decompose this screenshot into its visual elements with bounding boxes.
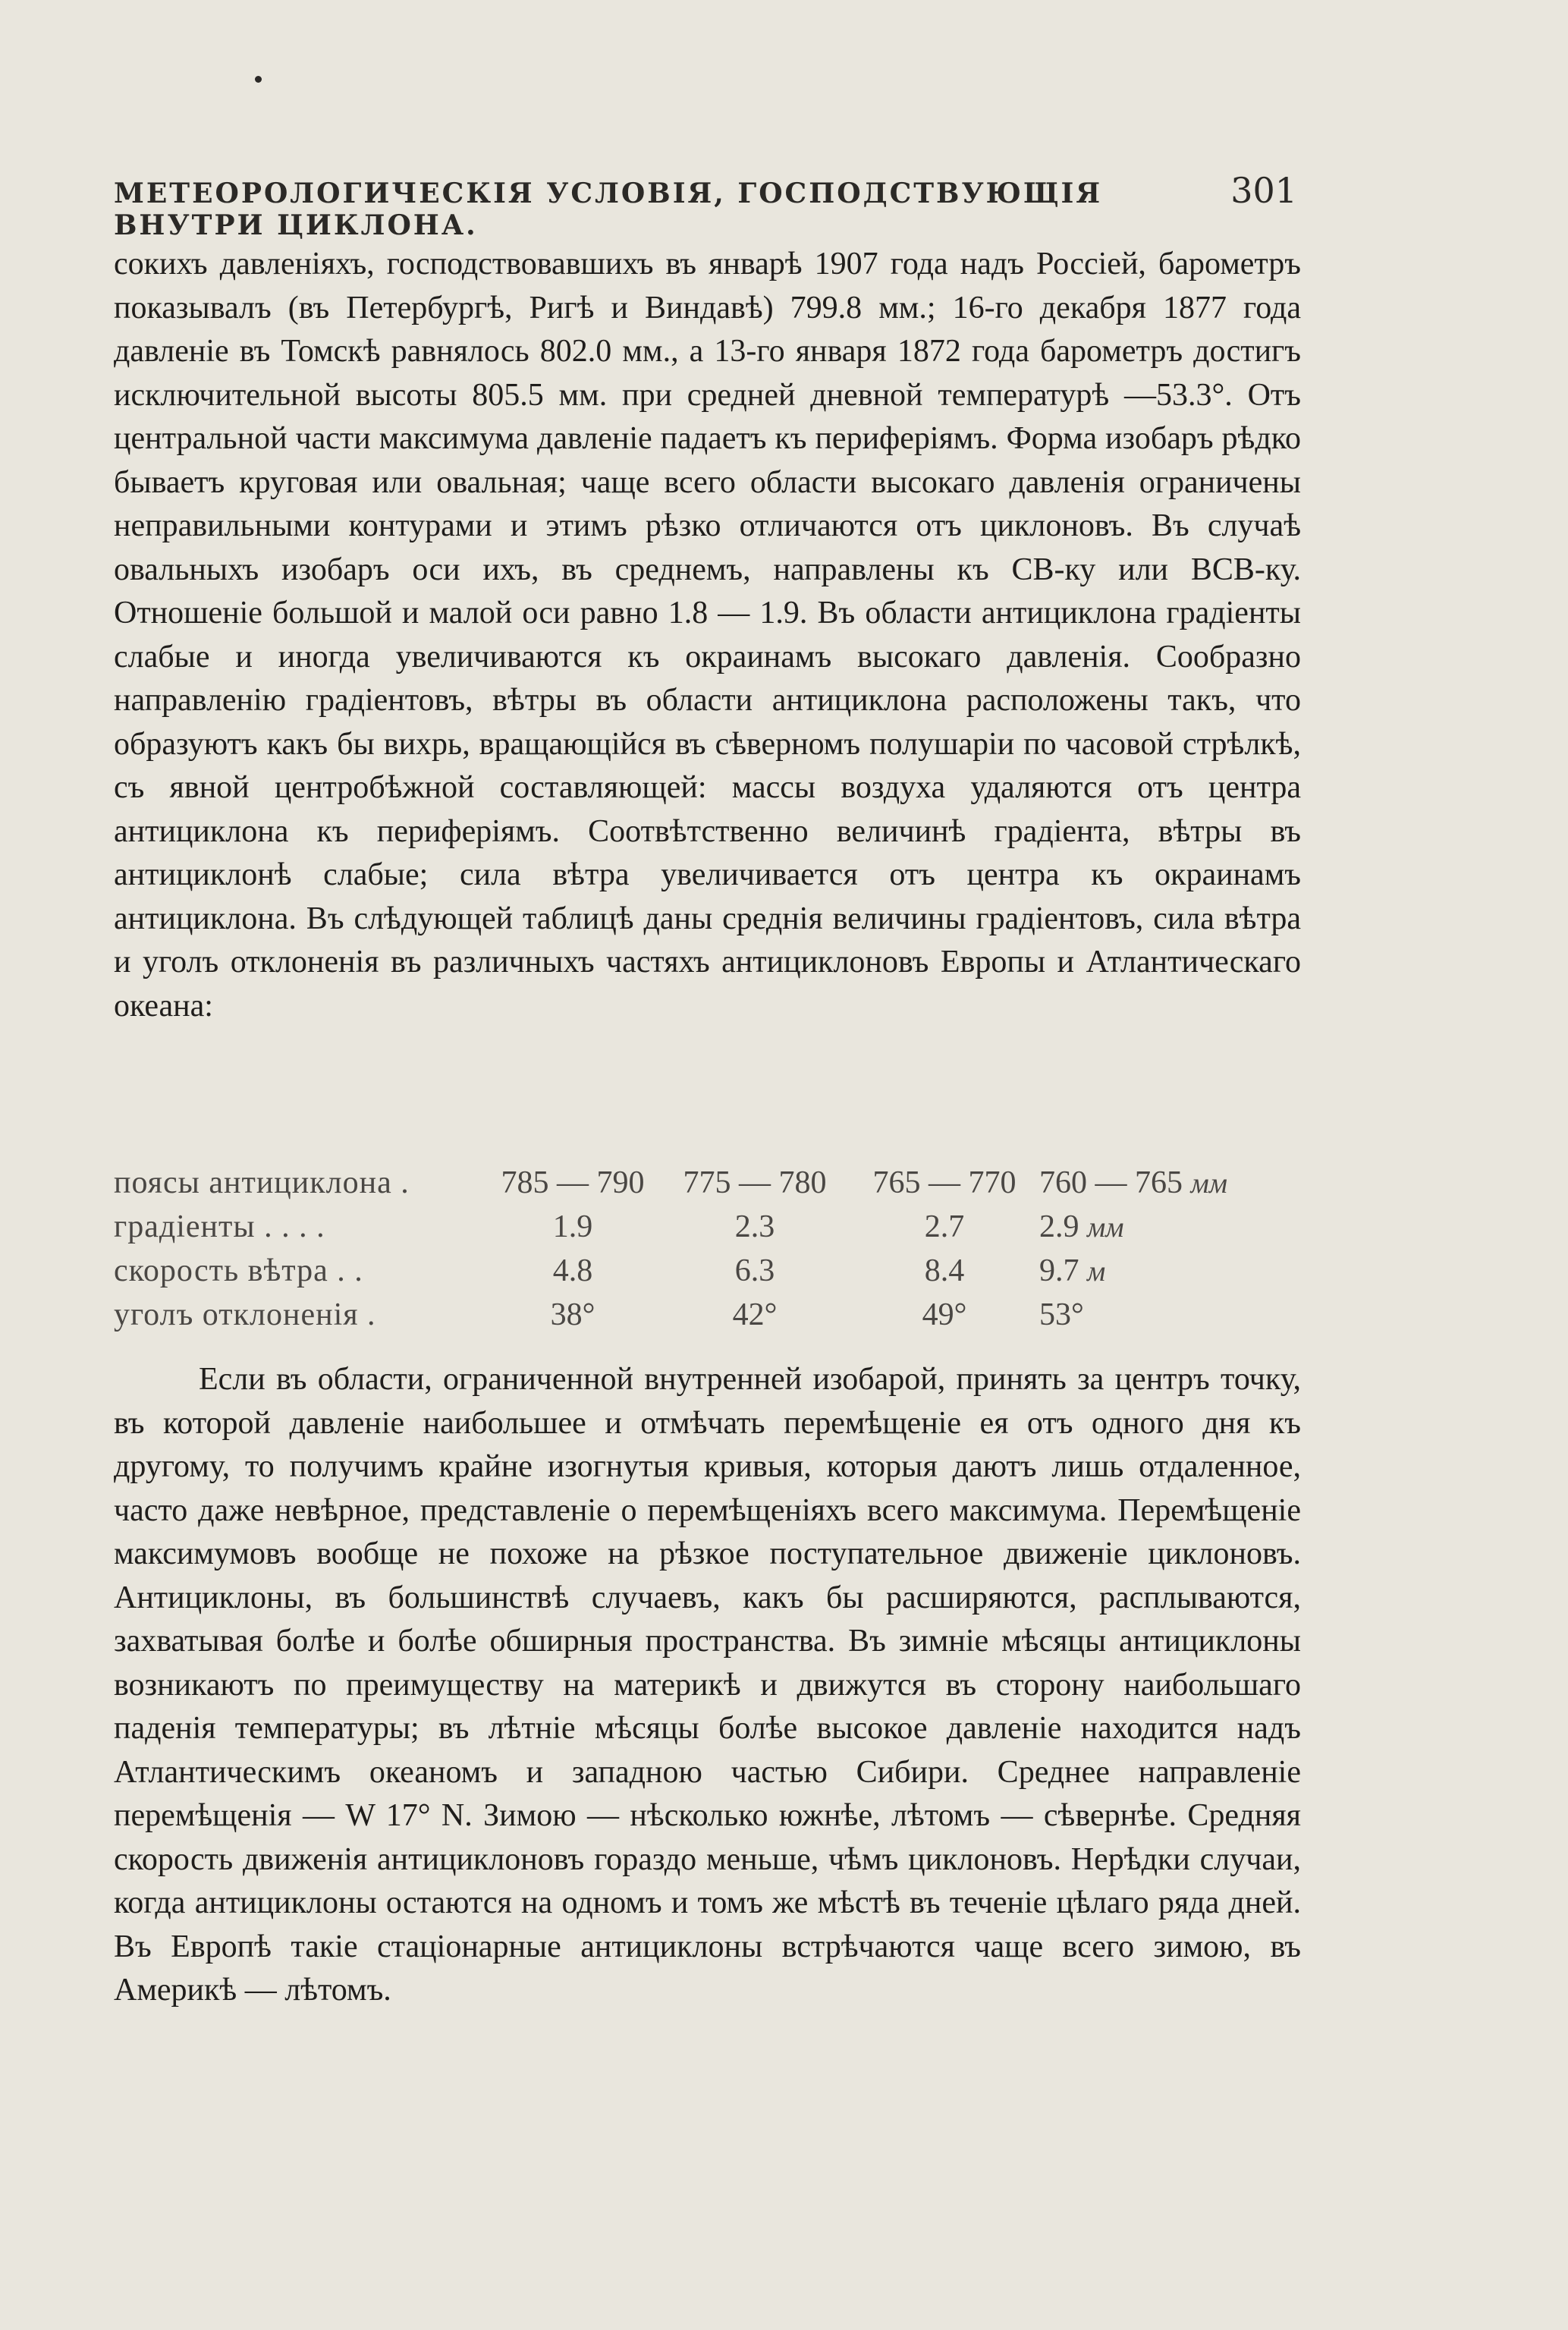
page-header — [114, 170, 1297, 241]
row-label: поясы антициклона . — [114, 1165, 410, 1200]
table-cell: 49° — [922, 1297, 967, 1332]
table-cell: 53° — [1039, 1297, 1084, 1332]
unit: мм — [1087, 1212, 1124, 1244]
page-number: 301 — [1230, 170, 1297, 211]
table-cell: 4.8 — [552, 1253, 593, 1288]
table-cell: 2.7 — [924, 1209, 965, 1244]
running-title: МЕТЕОРОЛОГИЧЕСКІЯ УСЛОВІЯ, ГОСПОДСТВУЮЩІЯ ВНУТРИ ЦИКЛОНА. — [114, 178, 1103, 241]
unit: мм — [1190, 1168, 1228, 1200]
table-cell: 42° — [732, 1297, 778, 1332]
table-row — [114, 1253, 1297, 1297]
table-cell: 775 — 780 — [683, 1165, 827, 1200]
row-label: уголъ отклоненія . — [114, 1297, 376, 1332]
table-row — [114, 1297, 1297, 1341]
table-cell: 2.3 — [734, 1209, 775, 1244]
ink-dot — [255, 76, 262, 83]
paragraph-1: сокихъ давленіяхъ, господствовавшихъ въ январѣ 1907 года надъ Россіей, барометръ показывалъ (въ Петербургѣ, Ригѣ и Виндавѣ) 799.8 мм.; 16-го декабря 1877 года давленіе въ Томскѣ равнялось 802.0 мм., а 13-го января 1872 года барометръ достигъ исключительной высоты 805.5 мм. при средней дневной температурѣ —53.3°. Отъ центральной части максимума давленіе падаетъ къ периферіямъ. Форма изобаръ рѣдко бываетъ круговая или овальная; чаще всего области высокаго давленія ограничены неправильными контурами и этимъ рѣзко отличаются отъ циклоновъ. Въ случаѣ овальныхъ изобаръ оси ихъ, въ среднемъ, направлены къ СВ-ку или ВСВ-ку. Отношеніе большой и малой оси равно 1.8 — 1.9. Въ области антициклона градіенты слабые и иногда увеличиваются къ окраинамъ высокаго давленія. Сообразно направленію градіентовъ, вѣтры въ области антициклона расположены такъ, что образуютъ какъ бы вихрь, вращающійся въ сѣверномъ полушаріи по часовой стрѣлкѣ, съ явной центробѣжной составляющей: массы воздуха удаляются отъ центра антициклона къ периферіямъ. Соотвѣтственно величинѣ градіента, вѣтры въ антициклонѣ слабые; сила вѣтра увеличивается отъ центра къ окраинамъ антициклона. Въ слѣдующей таблицѣ даны среднія величины градіентовъ, сила вѣтра и уголъ отклоненія въ различныхъ частяхъ антициклоновъ Европы и Атлантическаго океана: — [114, 247, 1301, 1024]
table-cell: 6.3 — [734, 1253, 775, 1288]
table-cell: 2.9 мм — [1039, 1209, 1124, 1244]
table-cell: 8.4 — [924, 1253, 965, 1288]
table-cell: 38° — [550, 1297, 595, 1332]
table-cell: 785 — 790 — [501, 1165, 645, 1200]
unit: м — [1087, 1256, 1106, 1288]
paragraph-2: Если въ области, ограниченной внутренней изобарой, принять за центръ точку, въ которой давленіе наибольшее и отмѣчать перемѣщеніе ея отъ одного дня къ другому, то получимъ крайне изогнутыя кривыя, которыя даютъ лишь отдаленное, часто даже невѣрное, представленіе о перемѣщеніяхъ всего максимума. Перемѣщеніе максимумовъ вообще не похоже на рѣзкое поступательное движеніе циклоновъ. Антициклоны, въ большинствѣ случаевъ, какъ бы расширяются, расплываются, захватывая болѣе и болѣе обширныя пространства. Въ зимніе мѣсяцы антициклоны возникаютъ по преимуществу на материкѣ и движутся въ сторону наибольшаго паденія температуры; въ лѣтніе мѣсяцы болѣе высокое давленіе находится надъ Атлантическимъ океаномъ и западною частью Сибири. Среднее направленіе перемѣщенія — W 17° N. Зимою — нѣсколько южнѣе, лѣтомъ — сѣвернѣе. Средняя скорость движенія антициклоновъ гораздо меньше, чѣмъ циклоновъ. Нерѣдки случаи, когда антициклоны остаются на одномъ и томъ же мѣстѣ въ теченіе цѣлаго ряда дней. Въ Европѣ такіе стаціонарные антициклоны встрѣчаются чаще всего зимою, въ Америкѣ — лѣтомъ. — [114, 1362, 1301, 2008]
row-label: градіенты . . . . — [114, 1209, 325, 1244]
table-cell: 9.7 м — [1039, 1253, 1106, 1288]
table-row — [114, 1209, 1297, 1253]
table-cell: 765 — 770 — [872, 1165, 1017, 1200]
row-label: скорость вѣтра . . — [114, 1253, 363, 1288]
gradient-table — [114, 1165, 1297, 1341]
table-cell: 760 — 765 мм — [1039, 1165, 1228, 1200]
table-cell: 1.9 — [552, 1209, 593, 1244]
table-row — [114, 1165, 1297, 1209]
